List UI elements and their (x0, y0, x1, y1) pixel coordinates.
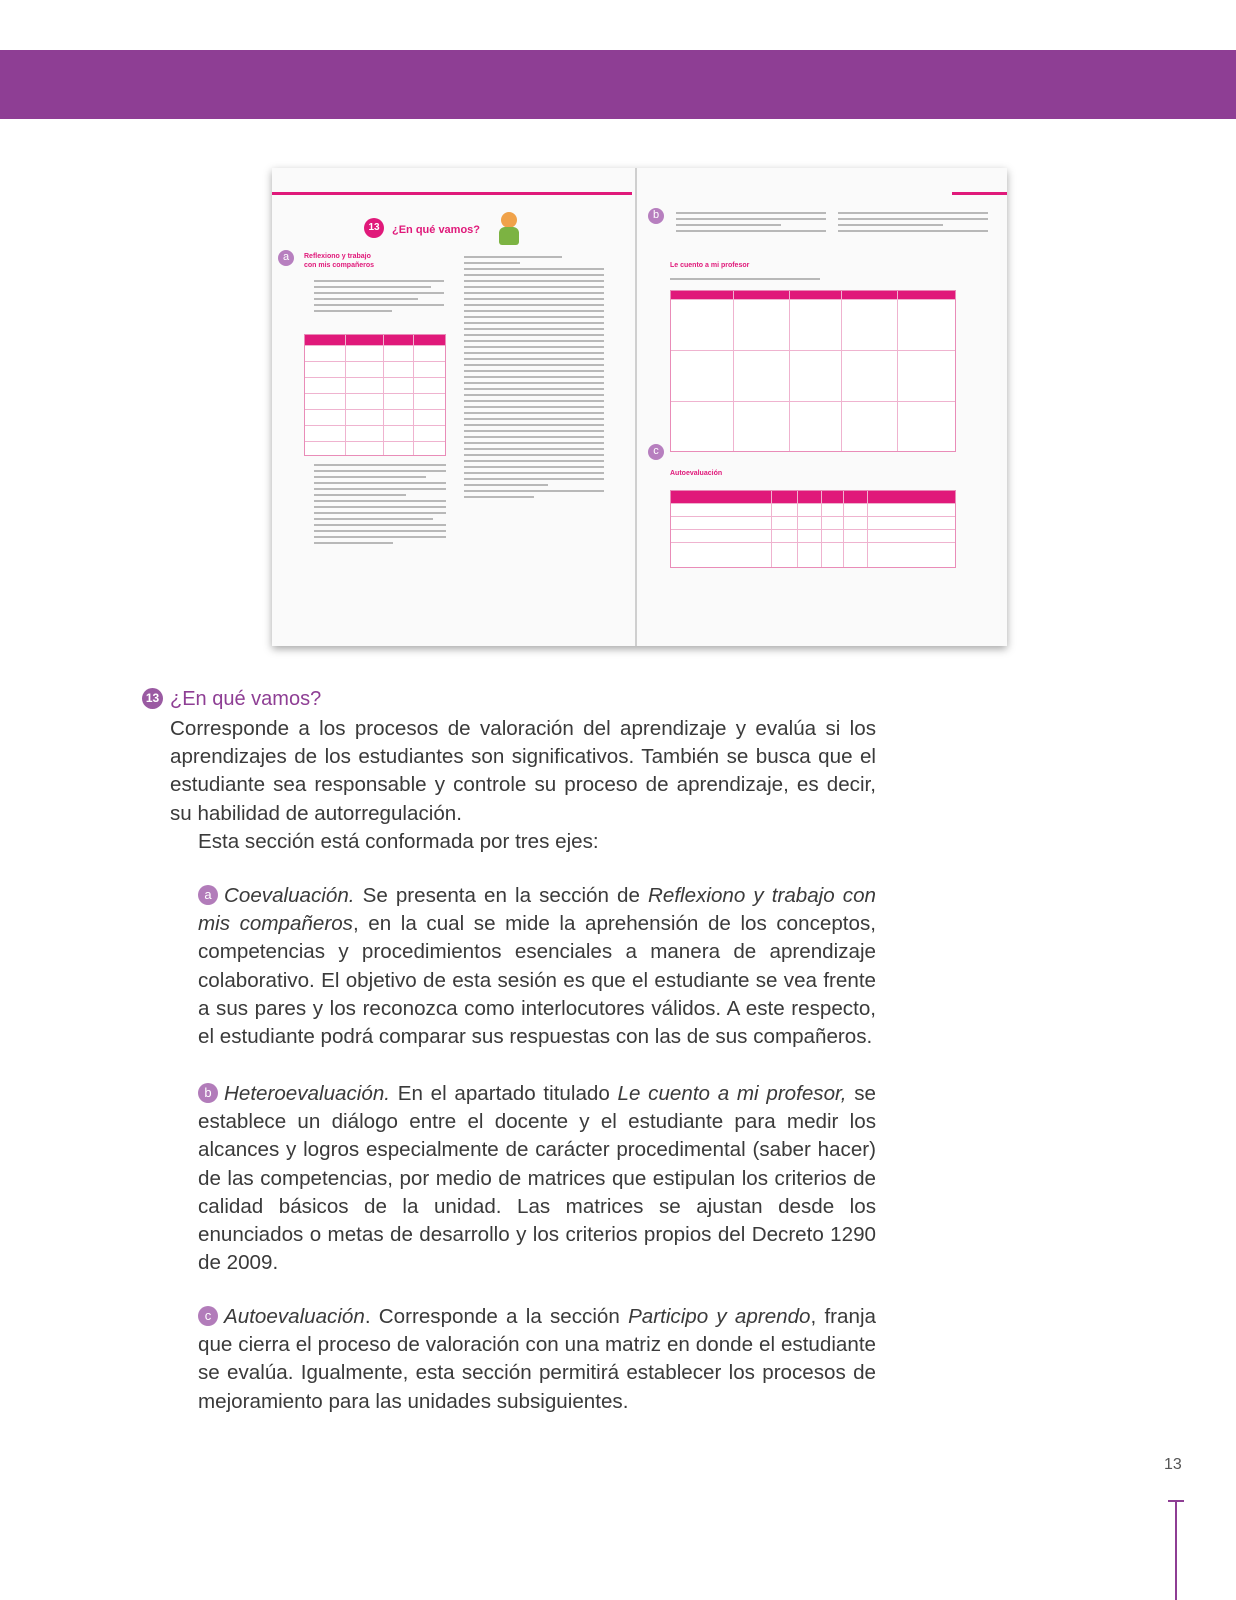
badge-b: b (198, 1083, 218, 1103)
section-intro: Corresponde a los procesos de valoración del aprendizaje y evalúa si los aprendizajes de los estudiantes son significativos. También se busca que el estudiante sea responsable y controle su proceso de aprendizaje, es decir, su habilidad de autorregulación. (170, 717, 876, 825)
thumb-section-c-title: Autoevaluación (670, 470, 723, 477)
axis-c-paragraph (198, 1303, 876, 1416)
thumb-left-col-text-top (314, 280, 444, 316)
left-page-top-bar (272, 192, 632, 195)
mascot-illustration (496, 212, 522, 246)
section-intro-block (170, 715, 876, 856)
axis-a-emphasis: Reflexiono y trabajo con mis compañeros (198, 884, 876, 936)
badge-c: c (198, 1306, 218, 1326)
thumb-right-page-instr (670, 278, 820, 284)
side-rule (1175, 1500, 1177, 1600)
axis-c-text-after: , franja que cierra el proceso de valoración con una matriz en donde el estudiante se evalúa. Igualmente, esta sección permitirá establecer los procesos de mejoramiento para las unidades subsiguientes. (198, 1305, 876, 1413)
axis-c-text-before: . Corresponde a la sección (364, 1305, 629, 1328)
axis-b-emphasis: Le cuento a mi profesor, (617, 1082, 847, 1105)
badge-a: a (198, 885, 218, 905)
thumb-section-b-title: Le cuento a mi profesor (670, 262, 750, 269)
spread-gutter (635, 168, 637, 646)
axis-b-text-before: En el apartado titulado (390, 1082, 618, 1105)
thumb-right-page-bullets-1 (676, 212, 826, 236)
page-number: 13 (1164, 1456, 1182, 1473)
axis-b-paragraph (198, 1080, 876, 1277)
axis-a-text-before: Se presenta en la sección de (354, 884, 648, 907)
axes-intro: Esta sección está conformada por tres ejes: (198, 829, 599, 853)
textbook-spread-thumbnail (272, 168, 1007, 646)
thumb-table-c (670, 490, 956, 568)
right-page-top-bar (952, 192, 1007, 195)
thumb-left-col-text-bottom (314, 464, 446, 548)
thumb-section-number: 13 (364, 218, 384, 238)
thumb-table-a (304, 334, 446, 456)
thumb-right-col-text (464, 256, 604, 502)
thumb-badge-b: b (648, 208, 664, 224)
thumb-badge-a: a (278, 250, 294, 266)
thumb-table-b (670, 290, 956, 452)
axis-c-emphasis: Participo y aprendo (628, 1305, 811, 1328)
axis-b-term: Heteroevaluación. (224, 1082, 390, 1105)
section-number-badge: 13 (142, 688, 163, 709)
axis-a-text-after: , en la cual se mide la aprehensión de los conceptos, competencias y procedimientos esenciales a manera de aprendizaje colaborativo. El objetivo de esta sesión es que el estudiante se vea frente a sus pares y los reconozca como interlocutores válidos. A este respecto, el estudiante podrá comparar sus respuestas con las de sus compañeros. (198, 912, 876, 1049)
section-title: ¿En qué vamos? (170, 688, 322, 710)
thumb-badge-c: c (648, 444, 664, 460)
axis-a-term: Coevaluación. (224, 884, 355, 907)
thumb-title: ¿En qué vamos? (392, 224, 481, 236)
thumb-section-a-title: Reflexiono y trabajo con mis compañeros (304, 253, 375, 269)
header-band (0, 50, 1236, 119)
axis-a-paragraph (198, 882, 876, 1051)
axis-c-term: Autoevaluación (224, 1305, 365, 1328)
thumb-right-page-bullets-2 (838, 212, 988, 236)
axis-b-text-after: se establece un diálogo entre el docente y el estudiante para medir los alcances y logros especialmente de carácter procedimental (saber hacer) de las competencias, por medio de matrices que estipulan los criterios de calidad básicos de la unidad. Las matrices se ajustan desde los enunciados o metas de desarrollo y los criterios propios del Decreto 1290 de 2009. (198, 1082, 876, 1275)
